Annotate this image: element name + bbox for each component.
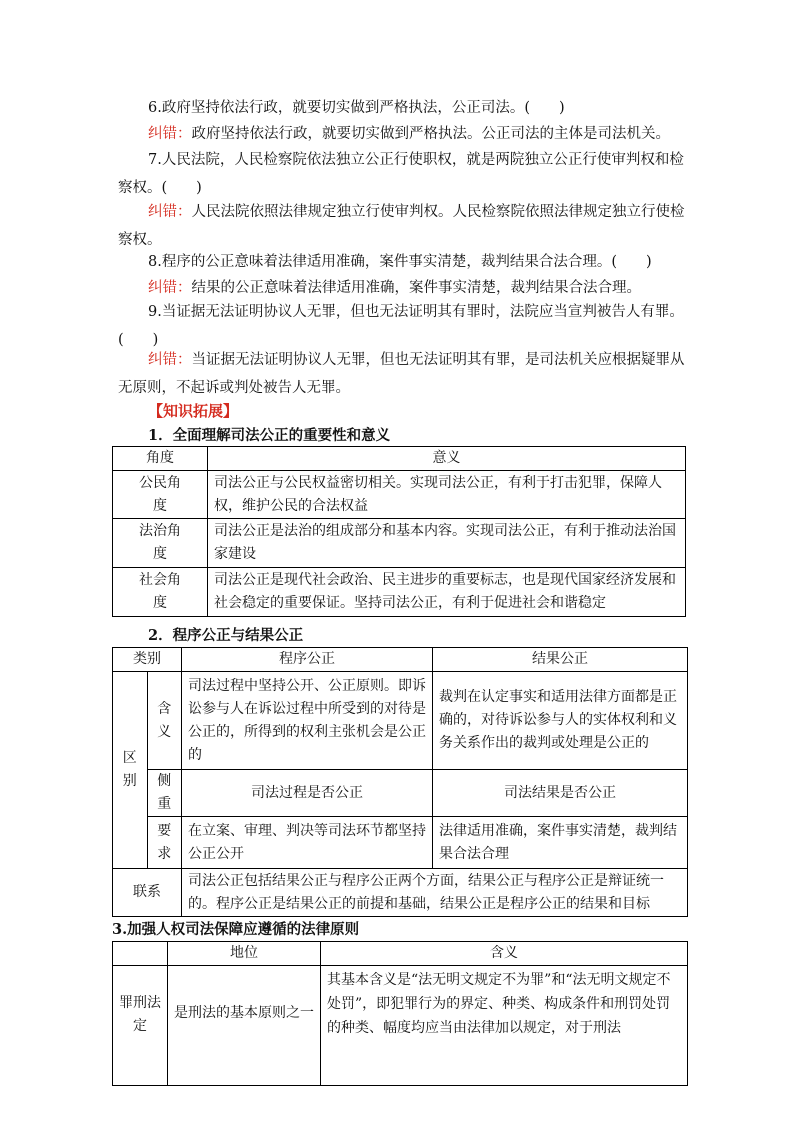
question-8: 8.程序的公正意味着法律适用准确，案件事实清楚，裁判结果合法合理。( ) xyxy=(148,254,652,270)
header-cell: 程序公正 xyxy=(182,648,433,672)
row-label: 法治角度 xyxy=(113,519,208,568)
correction-label: 纠错： xyxy=(148,126,192,142)
table-principles xyxy=(112,941,688,1086)
table3-title: 3.加强人权司法保障应遵循的法律原则 xyxy=(112,921,360,938)
table-row xyxy=(113,519,686,568)
table2-title: 2．程序公正与结果公正 xyxy=(148,627,304,644)
table-row xyxy=(113,471,686,519)
question-9: 9.当证据无法证明协议人无罪，但也无法证明其有罪时，法院应当宣判被告人有罪。( ) xyxy=(118,304,684,348)
table-row xyxy=(113,770,688,817)
result-cell: 裁判在认定事实和适用法律方面都是正确的，对待诉讼参与人的实体权利和义务关系作出的裁判或处理是公正的 xyxy=(433,672,688,770)
correction-text: 当证据无法证明协议人无罪，但也无法证明其有罪，是司法机关应根据疑罪从无原则，不起诉或判处被告人无罪。 xyxy=(118,352,685,396)
header-cell: 地位 xyxy=(168,942,321,966)
table-row xyxy=(113,568,686,617)
correction-text: 结果的公正意味着法律适用准确，案件事实清楚，裁判结果合法合理。 xyxy=(191,280,641,296)
correction-text: 人民法院依照法律规定独立行使审判权。人民检察院依照法律规定独立行使检察权。 xyxy=(118,204,685,248)
result-cell: 司法结果是否公正 xyxy=(433,770,688,817)
header-cell xyxy=(113,942,168,966)
table-row xyxy=(113,672,688,770)
row-label: 公民角度 xyxy=(113,471,208,519)
procedure-cell: 司法过程是否公正 xyxy=(182,770,433,817)
table-procedure-result xyxy=(112,647,688,917)
correction-label: 纠错： xyxy=(148,280,192,296)
group-label: 区别 xyxy=(113,672,148,869)
row-text: 司法公正与公民权益密切相关。实现司法公正，有利于打击犯罪，保障人权，维护公民的合法权益 xyxy=(208,471,686,519)
section-heading: 【知识拓展】 xyxy=(148,402,239,420)
row-label: 侧重 xyxy=(147,770,182,817)
correction-7 xyxy=(118,198,690,254)
row-text: 司法公正是现代社会政治、民主进步的重要标志，也是现代国家经济发展和社会稳定的重要保证。坚持司法公正，有利于促进社会和谐稳定 xyxy=(208,568,686,617)
table1-title: 1．全面理解司法公正的重要性和意义 xyxy=(148,427,391,444)
meaning-cell: 其基本含义是“法无明文规定不为罪”和“法无明文规定不处罚”，即犯罪行为的界定、种类、构成条件和刑罚处罚的种类、幅度均应当由法律加以规定，对于刑法 xyxy=(321,966,688,1086)
question-6: 6.政府坚持依法行政，就要切实做到严格执法，公正司法。( ) xyxy=(148,100,565,116)
question-7: 7.人民法院，人民检察院依法独立公正行使职权，就是两院独立公正行使审判权和检察权。( ) xyxy=(118,152,684,196)
result-cell: 法律适用准确，案件事实清楚，裁判结果合法合理 xyxy=(433,817,688,869)
row-label: 联系 xyxy=(113,869,182,917)
row-label: 罪刑法定 xyxy=(113,966,168,1086)
correction-9 xyxy=(118,346,690,402)
table-header-row xyxy=(113,942,688,966)
table-row xyxy=(113,869,688,917)
correction-label: 纠错： xyxy=(148,352,192,368)
table-header-row xyxy=(113,648,688,672)
table-significance xyxy=(112,446,686,617)
table-row xyxy=(113,817,688,869)
procedure-cell: 在立案、审理、判决等司法环节都坚持公正公开 xyxy=(182,817,433,869)
link-cell: 司法公正包括结果公正与程序公正两个方面，结果公正与程序公正是辩证统一的。程序公正是结果公正的前提和基础，结果公正是程序公正的结果和目标 xyxy=(182,869,688,917)
status-cell: 是刑法的基本原则之一 xyxy=(168,966,321,1086)
header-cell: 意义 xyxy=(208,447,686,471)
correction-label: 纠错： xyxy=(148,204,192,220)
row-label: 要求 xyxy=(147,817,182,869)
correction-text: 政府坚持依法行政，就要切实做到严格执法。公正司法的主体是司法机关。 xyxy=(191,126,670,142)
table-row xyxy=(113,966,688,1086)
table-header-row xyxy=(113,447,686,471)
correction-6 xyxy=(148,120,708,148)
row-label: 社会角度 xyxy=(113,568,208,617)
header-cell: 结果公正 xyxy=(433,648,688,672)
row-label: 含义 xyxy=(147,672,182,770)
row-text: 司法公正是法治的组成部分和基本内容。实现司法公正，有利于推动法治国家建设 xyxy=(208,519,686,568)
header-cell: 含义 xyxy=(321,942,688,966)
header-cell: 角度 xyxy=(113,447,208,471)
procedure-cell: 司法过程中坚持公开、公正原则。即诉讼参与人在诉讼过程中所受到的对待是公正的，所得到的权利主张机会是公正的 xyxy=(182,672,433,770)
header-cell: 类别 xyxy=(113,648,182,672)
